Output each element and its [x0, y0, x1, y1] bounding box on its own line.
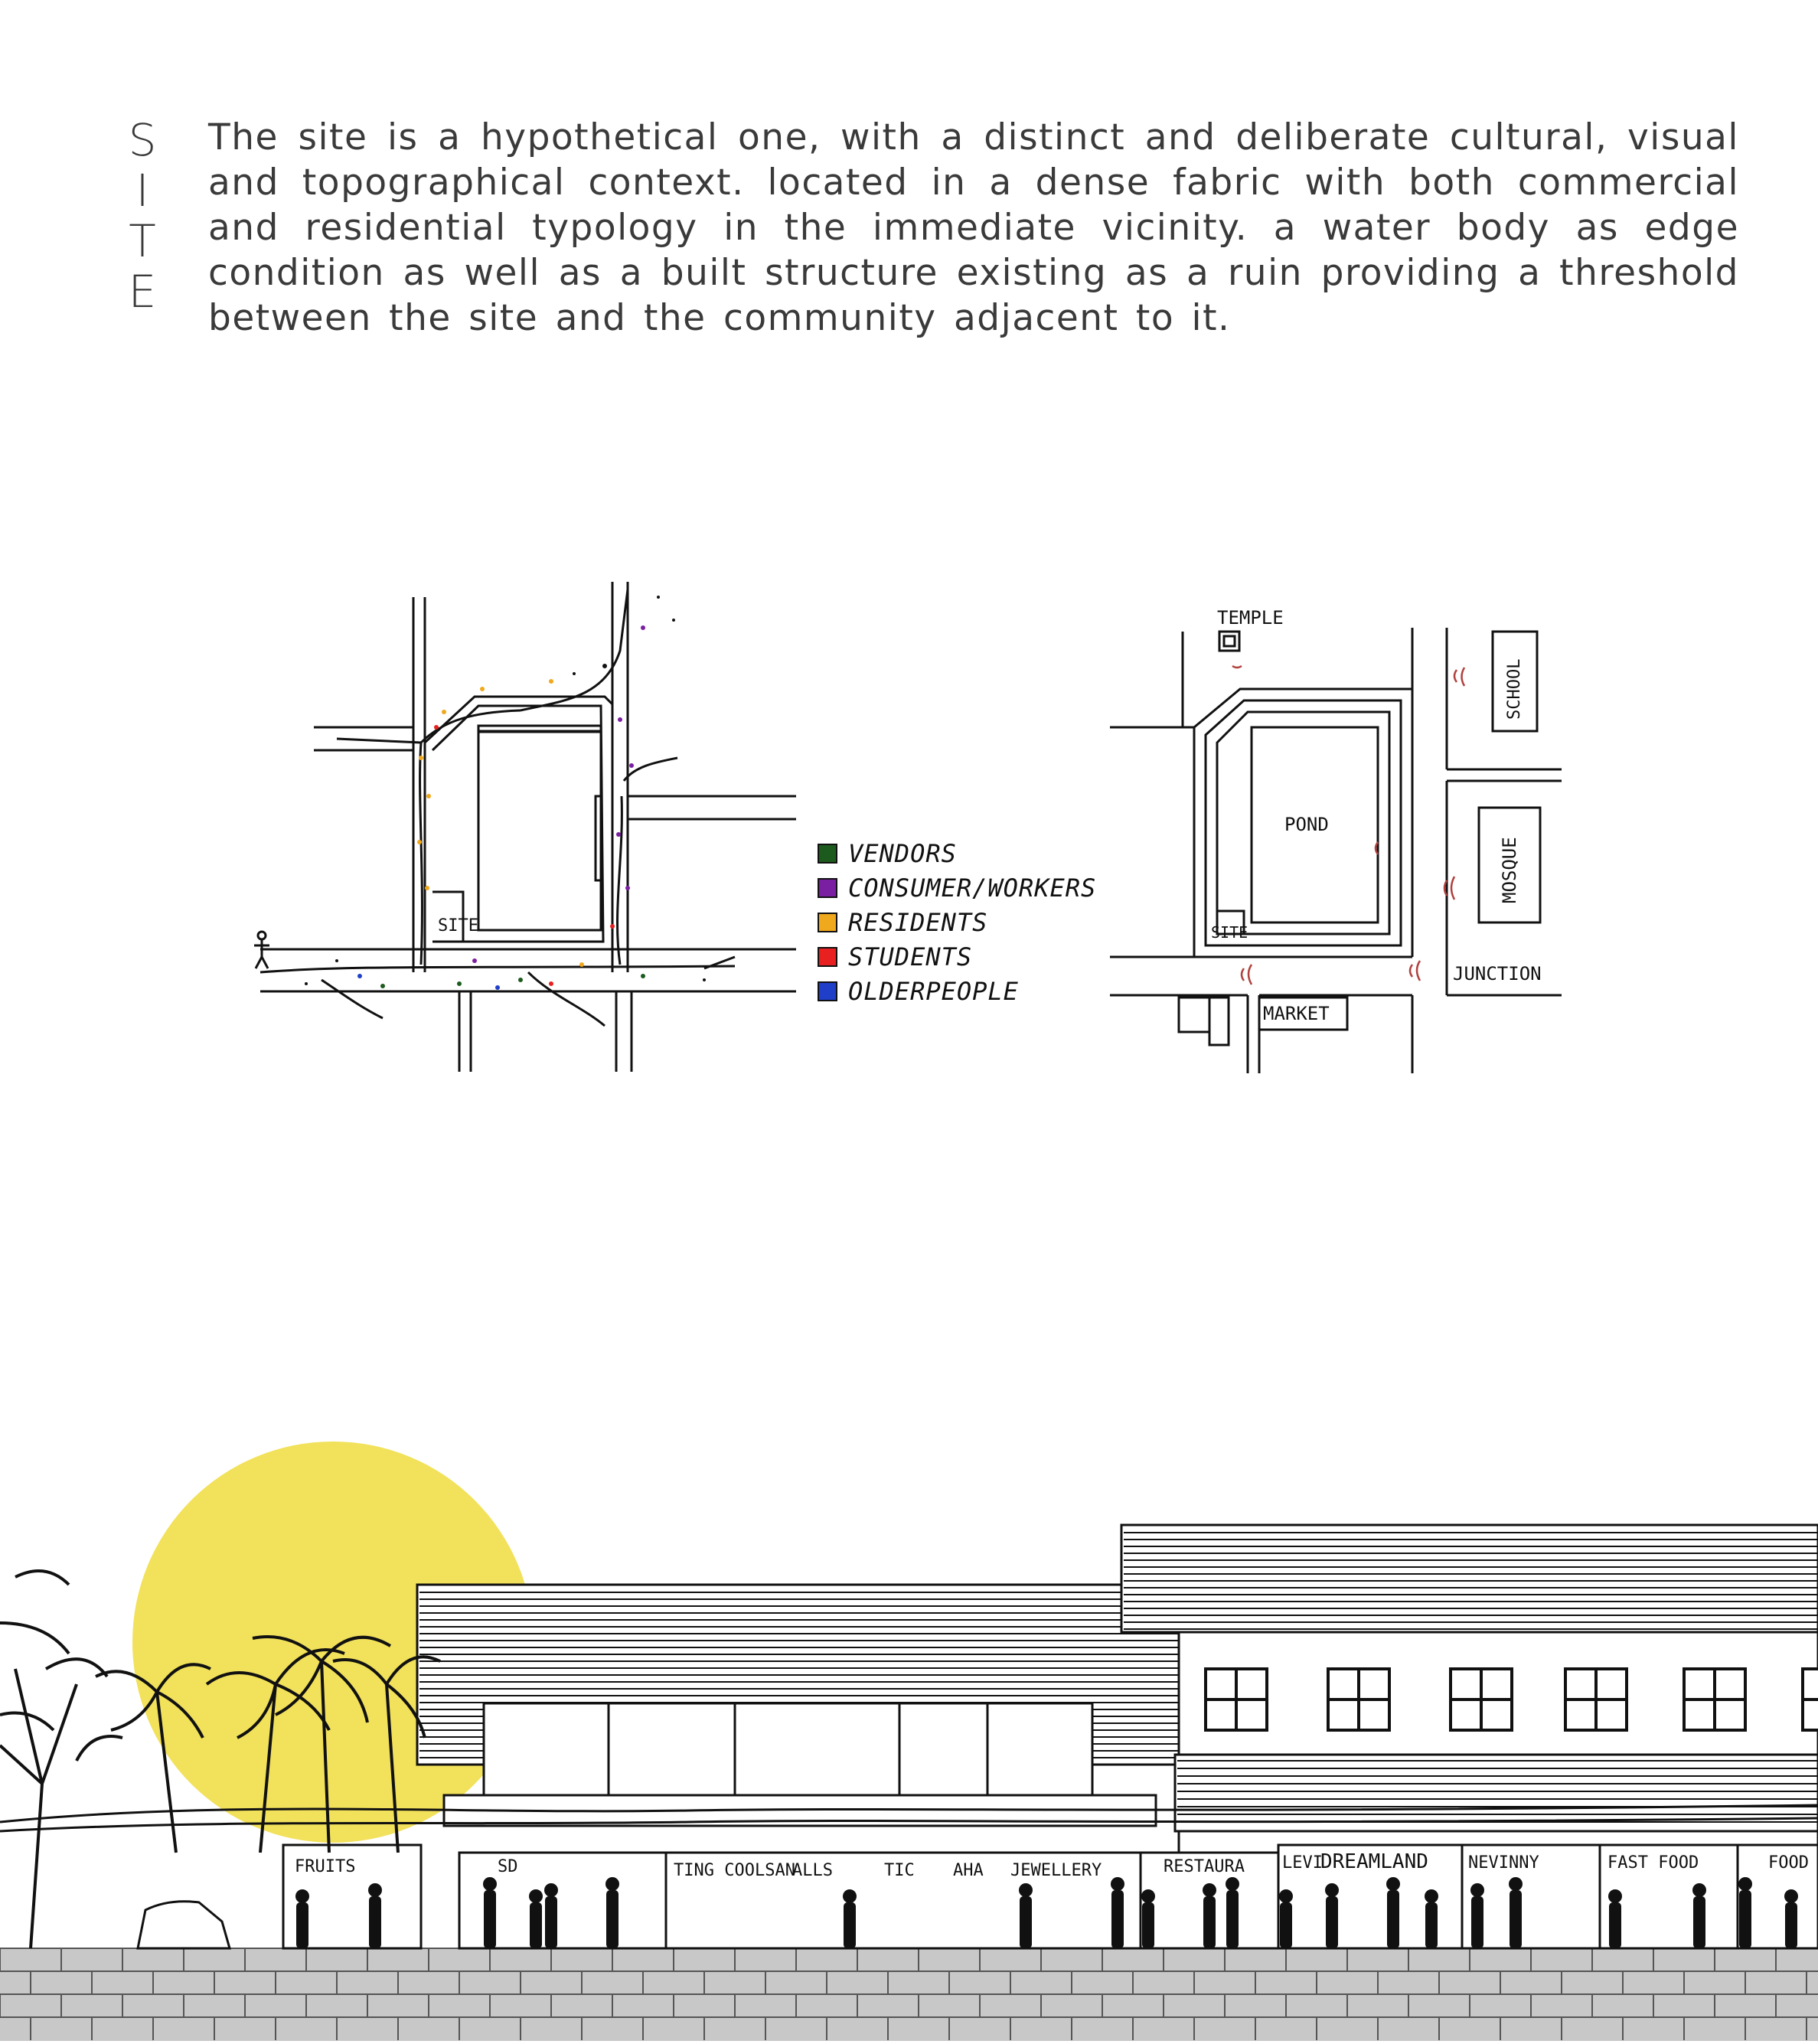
person-figure — [544, 1883, 558, 1897]
person-figure — [1203, 1883, 1216, 1897]
person-figure — [530, 1902, 542, 1948]
person-figure — [605, 1877, 619, 1891]
person-figure — [1692, 1883, 1706, 1897]
title-letter: E — [128, 266, 157, 318]
legend-item-vendors — [818, 836, 1096, 870]
activity-map-drawing — [245, 567, 796, 1079]
activity-map — [245, 567, 796, 1079]
site-description: The site is a hypothetical one, with a distinct and deliberate cultural, visual and topographical context. located in a dense fabric with both commercial and residential typology in the immediate vicinity. a water body as edge condition as well as a built structure existing as a ruin providing a threshold between the site and the community adjacent to it. — [208, 116, 1739, 339]
person-figure — [1739, 1890, 1751, 1948]
person-figure — [1111, 1890, 1124, 1948]
person-figure — [1471, 1896, 1483, 1948]
legend-item-residents — [818, 905, 1096, 939]
legend-label: STUDENTS — [848, 942, 973, 971]
legend-label: CONSUMER/WORKERS — [848, 873, 1097, 903]
shop-sign: JEWELLERY — [1010, 1861, 1102, 1880]
pond-label: POND — [1284, 814, 1329, 835]
shop-sign: NEVINNY — [1468, 1853, 1539, 1873]
person-figure — [1326, 1896, 1338, 1948]
swatch-vendors — [818, 844, 837, 864]
person-figure — [295, 1889, 309, 1903]
context-map — [1110, 597, 1562, 1079]
site-label: SITE — [1211, 923, 1248, 942]
person-figure — [1020, 1896, 1032, 1948]
person-figure — [483, 1877, 497, 1891]
shop-sign: DREAMLAND — [1320, 1850, 1428, 1873]
person-figure — [1325, 1883, 1339, 1897]
legend-label: RESIDENTS — [848, 907, 988, 937]
legend-item-consumers — [818, 870, 1096, 905]
section-title-vertical — [122, 115, 162, 317]
person-figure — [1738, 1877, 1752, 1891]
shop-sign: AHA — [953, 1861, 984, 1880]
person-figure — [1203, 1896, 1216, 1948]
person-figure — [1280, 1902, 1292, 1948]
school-label: SCHOOL — [1505, 658, 1524, 720]
swatch-residents — [818, 913, 837, 932]
person-figure — [1510, 1890, 1522, 1948]
person-figure — [1019, 1883, 1033, 1897]
person-figure — [843, 1889, 857, 1903]
shop-sign: SD — [498, 1857, 518, 1876]
legend-item-students — [818, 939, 1096, 974]
person-figure — [1226, 1877, 1239, 1891]
person-figure — [529, 1889, 543, 1903]
person-figure — [1470, 1883, 1484, 1897]
person-figure — [1387, 1890, 1399, 1948]
shop-sign: FOOD — [1768, 1853, 1809, 1873]
shop-sign: FAST FOOD — [1607, 1853, 1699, 1873]
person-figure — [1142, 1902, 1154, 1948]
person-figure — [1693, 1896, 1705, 1948]
legend-item-older-people — [818, 974, 1096, 1008]
person-figure — [844, 1902, 856, 1948]
swatch-students — [818, 947, 837, 967]
shop-sign: LEVI — [1282, 1853, 1323, 1873]
street-elevation-drawing — [0, 1439, 1818, 2041]
shop-sign: TING COOLSAN — [674, 1861, 795, 1880]
person-figure — [369, 1896, 381, 1948]
title-letter: T — [129, 215, 156, 267]
legend-label: VENDORS — [848, 838, 957, 868]
person-figure — [1111, 1877, 1124, 1891]
person-figure — [296, 1902, 308, 1948]
person-figure — [1386, 1877, 1400, 1891]
activity-legend — [818, 836, 1096, 1008]
shop-sign: RESTAURA — [1164, 1857, 1245, 1876]
person-figure — [1425, 1902, 1438, 1948]
shop-sign: ALLS — [792, 1861, 833, 1880]
person-figure — [1785, 1902, 1797, 1948]
site-label: SITE — [438, 916, 478, 935]
shop-sign: FRUITS — [295, 1857, 356, 1876]
context-map-drawing — [1110, 597, 1562, 1079]
person-figure — [1608, 1889, 1622, 1903]
swatch-older-people — [818, 981, 837, 1001]
person-figure — [545, 1896, 557, 1948]
person-figure — [368, 1883, 382, 1897]
person-figure — [1784, 1889, 1798, 1903]
junction-label: JUNCTION — [1453, 963, 1542, 984]
person-figure — [606, 1890, 619, 1948]
person-figure — [484, 1890, 496, 1948]
person-figure — [1279, 1889, 1293, 1903]
person-figure — [1609, 1902, 1621, 1948]
title-letter: S — [128, 114, 157, 166]
temple-label: TEMPLE — [1217, 607, 1284, 629]
person-figure — [1141, 1889, 1155, 1903]
title-letter: I — [135, 165, 149, 217]
shop-sign: TIC — [884, 1861, 915, 1880]
person-figure — [1425, 1889, 1438, 1903]
mosque-label: MOSQUE — [1499, 837, 1520, 903]
swatch-consumers — [818, 878, 837, 898]
street-elevation — [0, 1439, 1818, 2041]
legend-label: OLDERPEOPLE — [848, 976, 1019, 1006]
person-figure — [1509, 1877, 1523, 1891]
person-figure — [1226, 1890, 1239, 1948]
market-label: MARKET — [1263, 1003, 1330, 1024]
